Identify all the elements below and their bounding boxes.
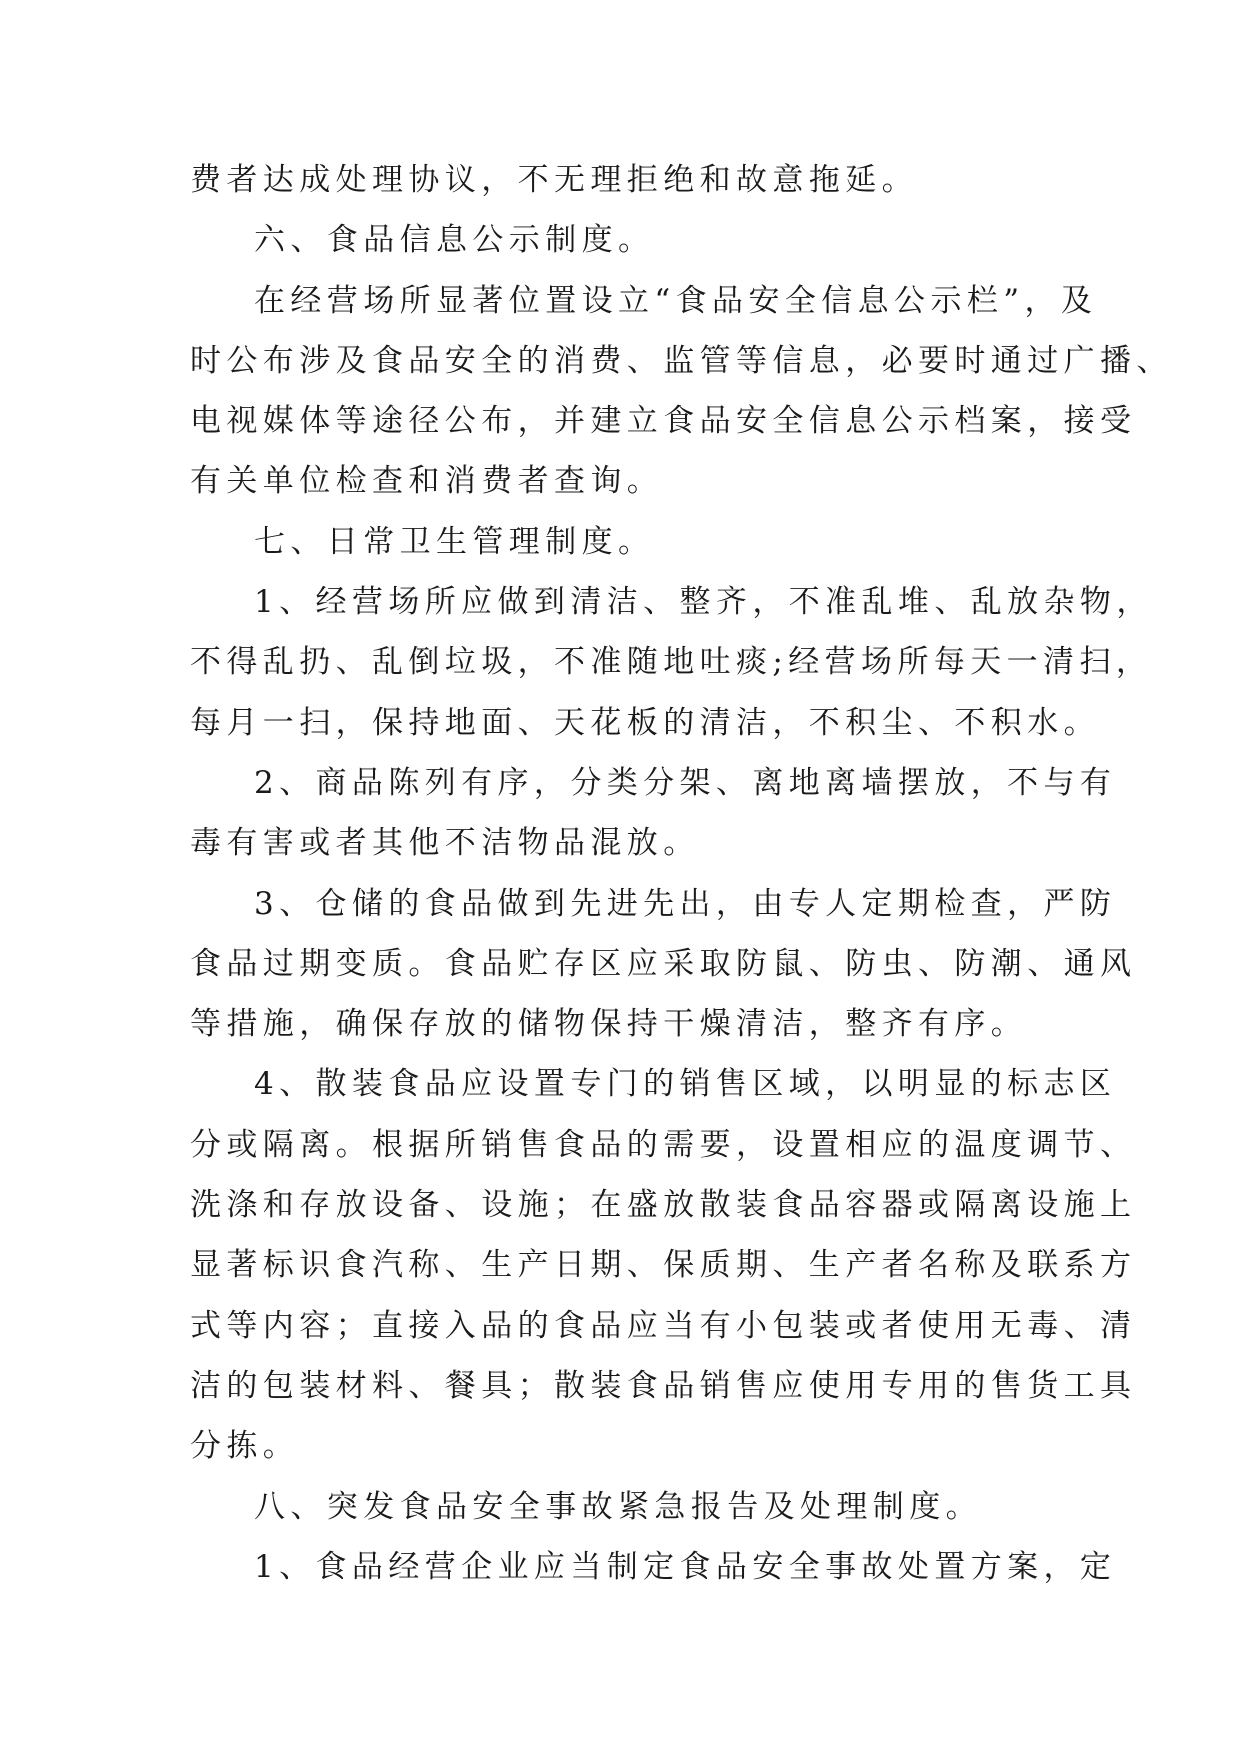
text-line: 分或隔离。根据所销售食品的需要，设置相应的温度调节、 — [190, 1126, 1137, 1163]
text-line: 1、食品经营企业应当制定食品安全事故处置方案，定 — [254, 1548, 1117, 1585]
text-line: 六、食品信息公示制度。 — [254, 222, 655, 259]
text-line: 2、商品陈列有序，分类分架、离地离墙摆放，不与有 — [254, 764, 1117, 801]
text-line: 分拣。 — [190, 1428, 300, 1465]
text-line: 电视媒体等途径公布，并建立食品安全信息公示档案，接受 — [190, 403, 1137, 440]
document-body — [190, 150, 1173, 1597]
text-line: 时公布涉及食品安全的消费、监管等信息，必要时通过广播、 — [190, 342, 1173, 379]
text-line: 有关单位检查和消费者查询。 — [190, 463, 664, 500]
text-line: 每月一扫，保持地面、天花板的清洁，不积尘、不积水。 — [190, 704, 1100, 741]
text-line: 等措施，确保存放的储物保持干燥清洁，整齐有序。 — [190, 1006, 1028, 1043]
text-line: 3、仓储的食品做到先进先出，由专人定期检查，严防 — [254, 885, 1117, 922]
text-line: 毒有害或者其他不洁物品混放。 — [190, 825, 700, 862]
text-line: 不得乱扔、乱倒垃圾，不准随地吐痰;经营场所每天一清扫， — [190, 644, 1153, 681]
text-line: 1、经营场所应做到清洁、整齐，不准乱堆、乱放杂物， — [254, 584, 1153, 621]
text-line: 洗涤和存放设备、设施；在盛放散装食品容器或隔离设施上 — [190, 1187, 1137, 1224]
text-line: 洁的包装材料、餐具；散装食品销售应使用专用的售货工具 — [190, 1367, 1137, 1404]
text-line: 显著标识食汽称、生产日期、保质期、生产者名称及联系方 — [190, 1247, 1137, 1284]
text-line: 在经营场所显著位置设立“食品安全信息公示栏”，及 — [254, 282, 1098, 319]
text-line: 式等内容；直接入品的食品应当有小包装或者使用无毒、清 — [190, 1307, 1137, 1344]
text-line: 食品过期变质。食品贮存区应采取防鼠、防虫、防潮、通风 — [190, 945, 1137, 982]
text-line: 七、日常卫生管理制度。 — [254, 523, 655, 560]
text-line: 八、突发食品安全事故紧急报告及处理制度。 — [254, 1488, 982, 1525]
text-line: 4、散装食品应设置专门的销售区域，以明显的标志区 — [254, 1066, 1117, 1103]
text-line: 费者达成处理协议，不无理拒绝和故意拖延。 — [190, 162, 918, 198]
